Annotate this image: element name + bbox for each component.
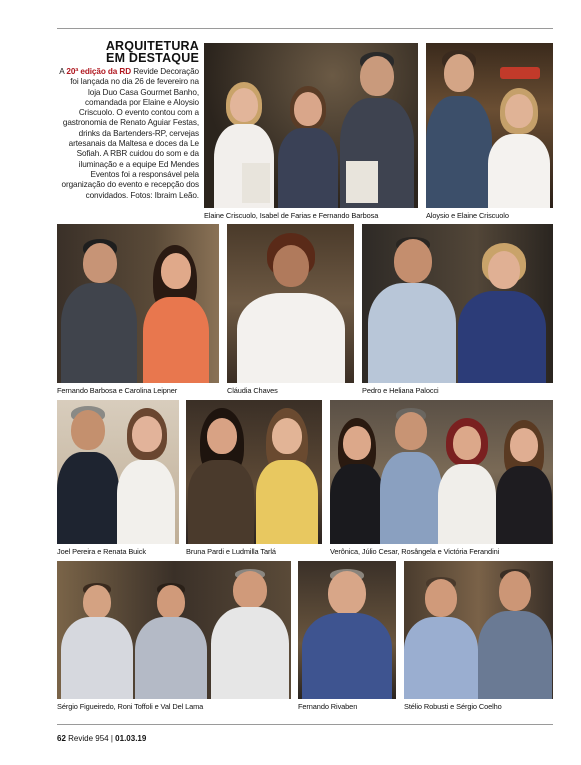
photo-aloysio-elaine [426,43,553,208]
photo-claudia [227,224,354,383]
caption: Verônica, Júlio Cesar, Rosângela e Victória Ferandini [330,547,500,556]
photo-elaine-isabel-fernando [204,43,418,208]
caption: Stélio Robusti e Sérgio Coelho [404,702,502,711]
photo-ferandini-family [330,400,553,544]
photo-pedro-heliana [362,224,553,383]
photo-bruna-ludmilla [186,400,322,544]
caption: Fernando Barbosa e Carolina Leipner [57,386,178,395]
caption: Pedro e Heliana Palocci [362,386,439,395]
issue-date: 01.03.19 [115,734,147,743]
caption: Bruna Pardi e Ludmilla Tarlá [186,547,276,556]
page-footer [57,734,146,743]
caption: Joel Pereira e Renata Buick [57,547,146,556]
article-body: A 20ª edição da RD Revide Decoração foi lançada no dia 26 de fevereiro na loja Duo Casa Gourmet Banho, comandada por Elaine e Aloysio Criscuolo. O evento contou com a gastronomia de Renato Aguiar Festas, drinks da Bartenders-RP, cervejas artesanais da Maltesa e doces da Le Sofiah. A RBR cuidou do som e da iluminação e a equipe Ed Mendes Eventos foi a responsável pela organização do evento e recepção dos convidados. Fotos: Ibraim Leão. [59,67,199,200]
page-number: 62 [57,734,66,743]
photo-sergio-roni-val [57,561,291,699]
article-title: ARQUITETURA EM DESTAQUE [105,39,199,65]
photo-fernando-carolina [57,224,219,383]
top-rule [57,28,553,29]
photo-stelio-sergio [404,561,553,699]
footer-separator: | [110,734,113,743]
caption: Sérgio Figueiredo, Roni Toffoli e Val Del Lama [57,702,204,711]
edition-highlight: 20ª edição da RD [66,67,132,76]
caption: Fernando Rivaben [298,702,358,711]
photo-joel-renata [57,400,179,544]
article-intro [57,40,199,201]
photo-fernando-rivaben [298,561,396,699]
caption: Aloysio e Elaine Criscuolo [426,211,509,220]
caption: Cláudia Chaves [227,386,278,395]
magazine-name: Revide 954 [68,734,109,743]
bottom-rule [57,724,553,725]
caption: Elaine Criscuolo, Isabel de Farias e Fernando Barbosa [204,211,379,220]
